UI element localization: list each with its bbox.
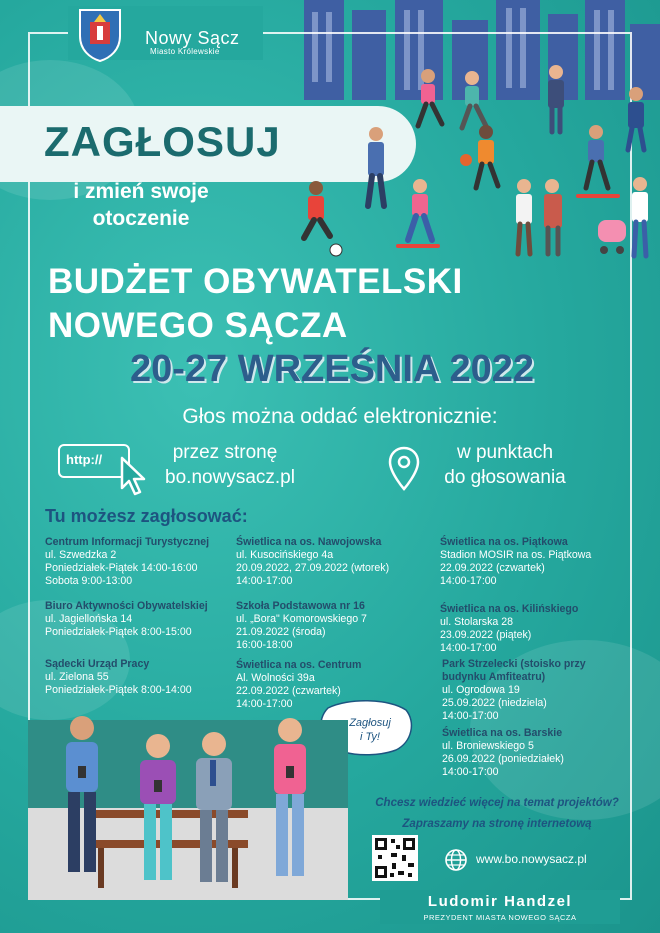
location-item: Szkoła Podstawowa nr 16 ul. „Bora" Komorowskiego 7 21.09.2022 (środa) 16:00-18:00: [236, 600, 367, 651]
location-item: Świetlica na os. Nawojowska ul. Kusocińskiego 4a 20.09.2022, 27.09.2022 (wtorek) 14:00-17:00: [236, 536, 390, 587]
cursor-icon: [118, 456, 150, 496]
location-item: Centrum Informacji Turystycznej ul. Szwedzka 2 Poniedziałek-Piątek 14:00-16:00 Sobota 9:00-13:00: [45, 536, 210, 587]
city-name: Nowy Sącz: [145, 28, 240, 48]
qr-code-icon[interactable]: [372, 835, 418, 881]
globe-icon: [444, 848, 468, 872]
coat-of-arms-icon: [76, 6, 124, 62]
voting-intro: Głos można oddać elektronicznie:: [182, 405, 498, 428]
location-item: Świetlica na os. Barskie ul. Broniewskiego 5 26.09.2022 (poniedziałek) 14:00-17:00: [442, 727, 564, 778]
people-illustration: [290, 60, 660, 260]
title-line-2: NOWEGO SĄCZA: [48, 306, 348, 345]
place-vote-line-1: w punktach: [456, 442, 554, 463]
location-item: Biuro Aktywności Obywatelskiej ul. Jagiellońska 14 Poniedziałek-Piątek 8:00-15:00: [45, 600, 208, 638]
location-item: Świetlica na os. Kilińskiego ul. Stolarska 28 23.09.2022 (piątek) 14:00-17:00: [440, 603, 579, 654]
voting-dates: 20-27 WRZEŚNIA 2022: [129, 348, 535, 390]
bubble-text: Zagłosuj i Ty!: [349, 717, 391, 743]
place-vote-line-2: do głosowania: [444, 467, 566, 488]
website-link[interactable]: www.bo.nowysacz.pl: [476, 852, 587, 866]
subheadline: i zmień swoje otoczenie: [73, 180, 209, 230]
signature-name: Ludomir Handzel: [427, 893, 573, 910]
location-item: Świetlica na os. Piątkowa Stadion MOSIR na os. Piątkowa 22.09.2022 (czwartek) 14:00-17:00: [440, 536, 592, 587]
location-pin-icon: [388, 446, 420, 492]
web-vote-line-2: bo.nowysacz.pl: [165, 467, 295, 488]
city-tagline: Miasto Królewskie: [150, 47, 220, 56]
cta-invite: Zapraszamy na stronę internetową: [402, 818, 592, 830]
title-line-1: BUDŻET OBYWATELSKI: [48, 262, 463, 301]
location-item: Sądecki Urząd Pracy ul. Zielona 55 Poniedziałek-Piątek 8:00-14:00: [45, 658, 192, 696]
cta-question: Chcesz wiedzieć więcej na temat projektów?: [375, 797, 619, 809]
signature-role: PREZYDENT MIASTA NOWEGO SĄCZA: [423, 913, 577, 922]
people-with-phones-illustration: [28, 700, 348, 900]
http-label: http://: [66, 452, 103, 467]
web-vote-line-1: przez stronę: [172, 442, 278, 463]
location-item: Park Strzelecki (stoisko przy budynku Amfiteatru) ul. Ogrodowa 19 25.09.2022 (niedziela) 14:00-17:00: [442, 658, 586, 722]
where-title: Tu możesz zagłosować:: [45, 506, 248, 526]
headline: ZAGŁOSUJ: [44, 118, 281, 165]
location-item: Świetlica na os. Centrum Al. Wolności 39a 22.09.2022 (czwartek) 14:00-17:00: [236, 659, 362, 710]
